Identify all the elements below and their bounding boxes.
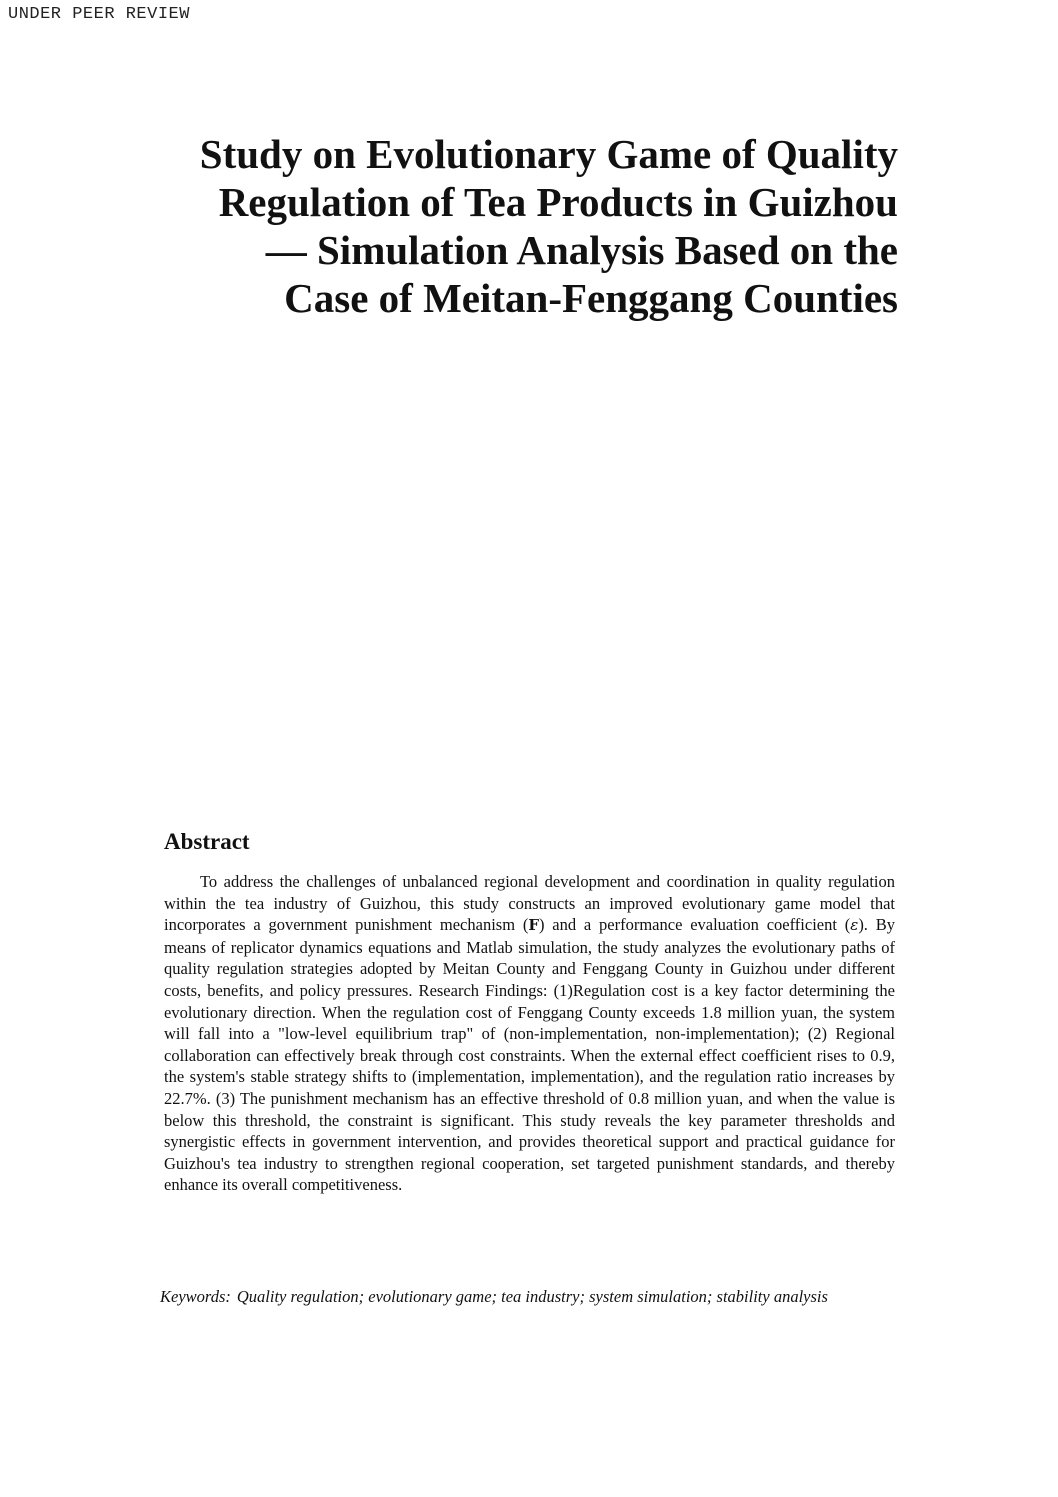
abstract-heading: Abstract (164, 829, 250, 854)
keywords-line (160, 1287, 828, 1307)
title-line-3: — Simulation Analysis Based on the (265, 227, 898, 273)
epsilon-symbol: ε (850, 916, 859, 935)
abstract-text-part-3: ). By means of replicator dynamics equations and Matlab simulation, the study analyzes the evolutionary paths of quality regulation strategies adopted by Meitan County and Fenggang County in Guizhou under different costs, benefits, and policy pressures. Research Findings: (1)Regulation cost is a key factor determining the evolutionary direction. When the regulation cost of Fenggang County exceeds 1.8 million yuan, the system will fall into a "low-level equilibrium trap" of (non-implementation, non-implementation); (2) Regional collaboration can effectively break through cost constraints. When the external effect coefficient rises to 0.9, the system's stable strategy shifts to (implementation, implementation), and the regulation ratio increases by 22.7%. (3) The punishment mechanism has an effective threshold of 0.8 million yuan, and when the value is below this threshold, the constraint is significant. This study reveals the key parameter thresholds and synergistic effects in government intervention, and provides theoretical support and practical guidance for Guizhou's tea industry to strengthen regional cooperation, set targeted punishment standards, and thereby enhance its overall competitiveness. (164, 915, 895, 1195)
paper-title (138, 130, 898, 322)
abstract-text-part-2: ) and a performance evaluation coefficient ( (538, 915, 851, 935)
abstract-text-part-1: To address the challenges of unbalanced regional development and coordination in quality regulation within the tea industry of Guizhou, this study constructs an improved evolutionary game model that incorporates a government punishment mechanism ( (164, 872, 895, 935)
keywords-text: Quality regulation; evolutionary game; tea industry; system simulation; stability analysis (236, 1287, 828, 1306)
title-line-2: Regulation of Tea Products in Guizhou (218, 179, 898, 225)
under-peer-review-watermark: UNDER PEER REVIEW (8, 5, 190, 24)
abstract-body (164, 871, 895, 1196)
title-line-4: Case of Meitan-Fenggang Counties (284, 275, 898, 321)
keywords-label: Keywords: (160, 1287, 231, 1306)
title-line-1: Study on Evolutionary Game of Quality (199, 131, 898, 177)
punishment-symbol: F (528, 916, 539, 935)
